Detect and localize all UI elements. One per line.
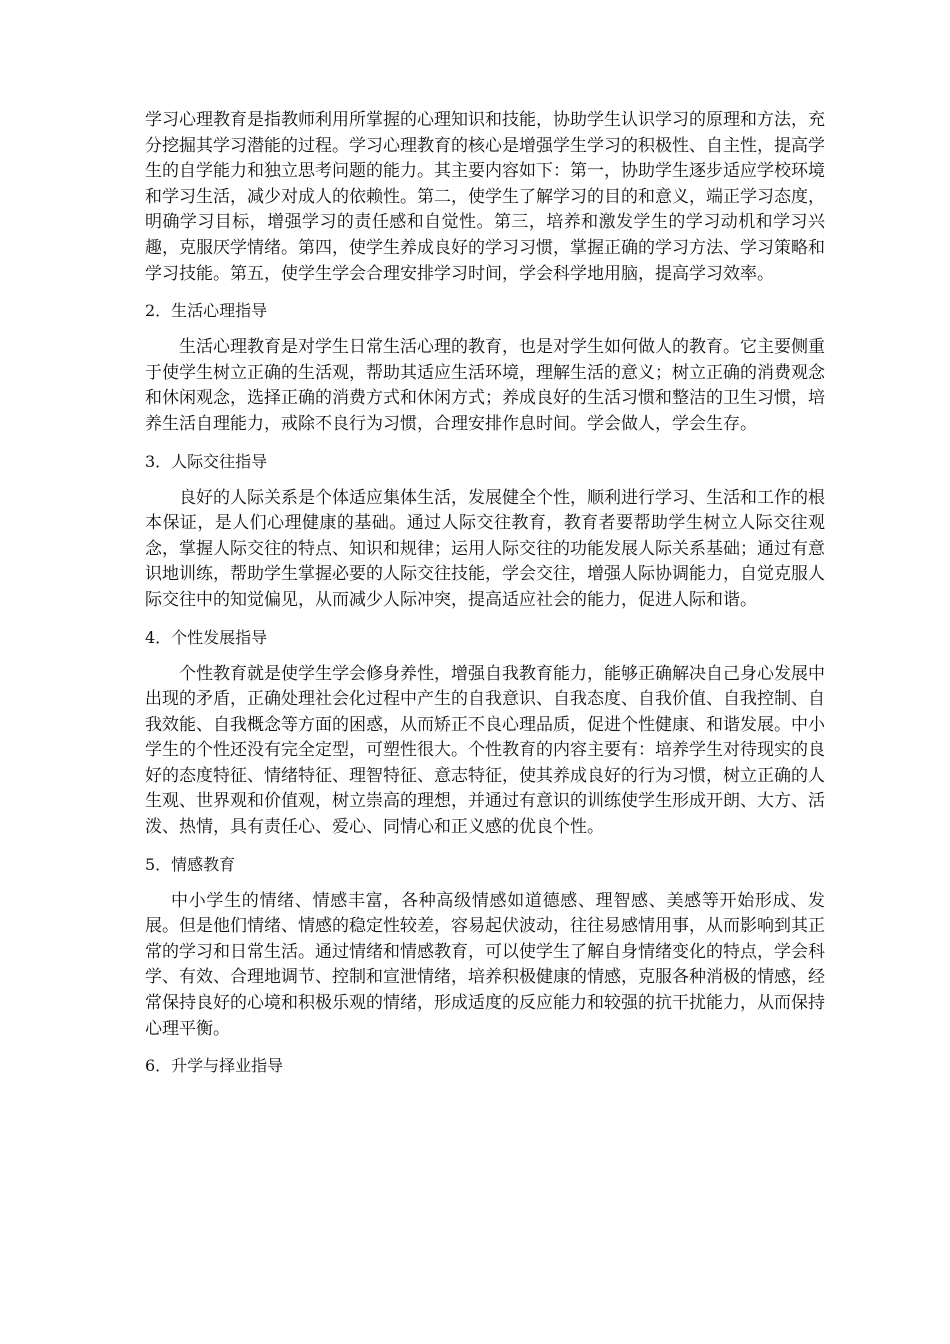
- intro-paragraph: 学习心理教育是指教师利用所掌握的心理知识和技能，协助学生认识学习的原理和方法，充分挖掘其学习潜能的过程。学习心理教育的核心是增强学生学习的积极性、自主性，提高学生的自学能力和独立思考问题的能力。其主要内容如下：第一，协助学生逐步适应学校环境和学习生活，减少对成人的依赖性。第二，使学生了解学习的目的和意义，端正学习态度，明确学习目标，增强学习的责任感和自觉性。第三，培养和激发学生的学习动机和学习兴趣，克服厌学情绪。第四，使学生养成良好的学习习惯，掌握正确的学习方法、学习策略和学习技能。第五，使学生学会合理安排学习时间，学会科学地用脑，提高学习效率。: [145, 110, 825, 284]
- section-body-life: 生活心理教育是对学生日常生活心理的教育，也是对学生如何做人的教育。它主要侧重于使学生树立正确的生活观，帮助其适应生活环境，理解生活的意义；树立正确的消费观念和休闲观念，选择正确的消费方式和休闲方式；养成良好的生活习惯和整洁的卫生习惯，培养生活自理能力，戒除不良行为习惯，合理安排作息时间。学会做人，学会生存。: [145, 337, 825, 434]
- section-heading-interpersonal: 3．人际交往指导: [145, 451, 268, 471]
- section-heading-emotion: 5．情感教育: [145, 854, 236, 874]
- section-body-emotion: 中小学生的情绪、情感丰富，各种高级情感如道德感、理智感、美感等开始形成、发展。但是他们情绪、情感的稳定性较差，容易起伏波动，往往易感情用事，从而影响到其正常的学习和日常生活。通过情绪和情感教育，可以使学生了解自身情绪变化的特点，学会科学、有效、合理地调节、控制和宣泄情绪，培养积极健康的情感，克服各种消极的情感，经常保持良好的心境和积极乐观的情绪，形成适度的反应能力和较强的抗干扰能力，从而保持心理平衡。: [145, 890, 825, 1039]
- section-heading-personality: 4．个性发展指导: [145, 627, 268, 647]
- section-heading-career: 6．升学与择业指导: [145, 1056, 284, 1076]
- section-body-interpersonal: 良好的人际关系是个体适应集体生活，发展健全个性，顺利进行学习、生活和工作的根本保证，是人们心理健康的基础。通过人际交往教育，教育者要帮助学生树立人际交往观念，掌握人际交往的特点、知识和规律；运用人际交往的功能发展人际关系基础；通过有意识地训练，帮助学生掌握必要的人际交往技能，学会交往，增强人际协调能力，自觉克服人际交往中的知觉偏见，从而减少人际冲突，提高适应社会的能力，促进人际和谐。: [145, 487, 825, 610]
- section-heading-life: 2．生活心理指导: [145, 301, 268, 321]
- document-page: [145, 108, 825, 1090]
- section-body-personality: 个性教育就是使学生学会修身养性，增强自我教育能力，能够正确解决自己身心发展中出现的矛盾，正确处理社会化过程中产生的自我意识、自我态度、自我价值、自我控制、自我效能、自我概念等方面的困惑，从而矫正不良心理品质，促进个性健康、和谐发展。中小学生的个性还没有完全定型，可塑性很大。个性教育的内容主要有：培养学生对待现实的良好的态度特征、情绪特征、理智特征、意志特征，使其养成良好的行为习惯，树立正确的人生观、世界观和价值观，树立崇高的理想，并通过有意识的训练使学生形成开朗、大方、活泼、热情，具有责任心、爱心、同情心和正义感的优良个性。: [145, 663, 825, 838]
